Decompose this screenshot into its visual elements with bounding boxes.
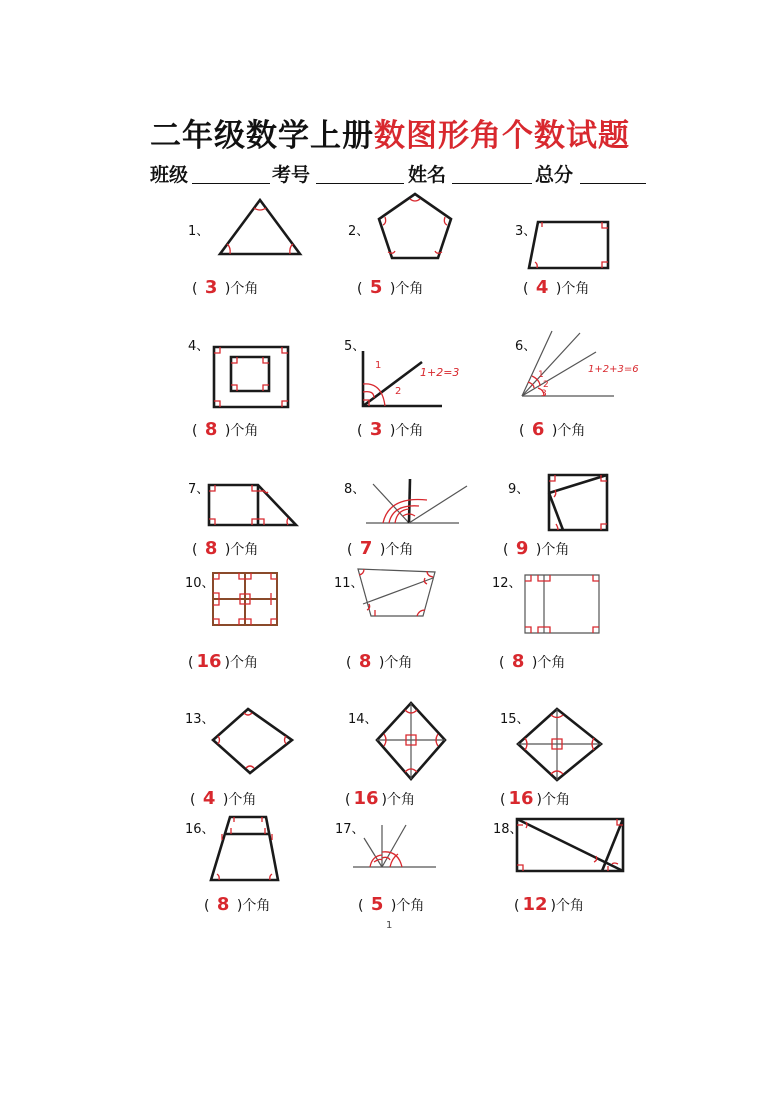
answer-8: ( 7 )个角	[347, 538, 414, 559]
answer-3: ( 4 )个角	[523, 277, 590, 298]
handwritten-note-6: 1+2+3=6	[588, 364, 639, 375]
answer-value-5: 3	[369, 419, 383, 440]
problem-number-2: 2、	[348, 224, 370, 239]
class-blank[interactable]	[192, 183, 270, 184]
answer-value-9: 9	[515, 538, 529, 559]
problem-number-8: 8、	[344, 482, 366, 497]
worksheet-title	[0, 110, 780, 155]
unit-label: 个角	[228, 792, 257, 808]
unit-label: 个角	[242, 898, 271, 914]
figure-square-with-diagonals	[546, 472, 610, 534]
answer-value-1: 3	[204, 277, 218, 298]
figure-trapezoid-with-segment	[208, 814, 282, 884]
figure-rect-with-triangle	[206, 482, 300, 528]
title-main: 二年级数学上册	[150, 118, 374, 154]
answer-5: ( 3 )个角	[357, 419, 424, 440]
answer-15: ( 16 )个角	[500, 788, 570, 809]
answer-value-2: 5	[369, 277, 383, 298]
problem-number-1: 1、	[188, 224, 210, 239]
name-label: 姓名	[408, 164, 447, 186]
answer-value-3: 4	[535, 277, 549, 298]
unit-label: 个角	[537, 655, 566, 671]
angle-label-2: 2	[543, 380, 549, 390]
class-label: 班级	[150, 164, 189, 186]
unit-label: 个角	[542, 792, 570, 808]
figure-rhombus-with-cross	[515, 706, 605, 784]
problem-number-16: 16、	[185, 822, 215, 837]
unit-label: 个角	[384, 655, 413, 671]
problem-number-18: 18、	[493, 822, 523, 837]
unit-label: 个角	[387, 792, 415, 808]
answer-value-15: 16	[508, 788, 534, 809]
angle-label-1: 1	[375, 360, 382, 371]
answer-4: ( 8 )个角	[192, 419, 259, 440]
unit-label: 个角	[541, 542, 570, 558]
answer-2: ( 5 )个角	[357, 277, 424, 298]
answer-value-14: 16	[353, 788, 379, 809]
unit-label: 个角	[230, 542, 259, 558]
title-highlight: 数图形角个数试题	[374, 118, 630, 154]
figure-quadrilateral-with-line	[355, 566, 437, 620]
exam-number-blank[interactable]	[316, 183, 404, 184]
unit-label: 个角	[385, 542, 414, 558]
score-label: 总分	[535, 164, 574, 186]
figure-trapezoid	[526, 218, 612, 272]
unit-label: 个角	[230, 423, 259, 439]
problem-number-13: 13、	[185, 712, 215, 727]
answer-value-4: 8	[204, 419, 218, 440]
problem-number-14: 14、	[348, 712, 378, 727]
problem-number-15: 15、	[500, 712, 530, 727]
problem-number-10: 10、	[185, 576, 215, 591]
angle-label-1: 1	[538, 370, 544, 380]
answer-17: ( 5 )个角	[358, 894, 425, 915]
answer-16: ( 8 )个角	[204, 894, 271, 915]
answer-value-18: 12	[522, 894, 548, 915]
unit-label: 个角	[557, 423, 586, 439]
angle-label-2: 2	[395, 386, 402, 397]
problem-number-12: 12、	[492, 576, 522, 591]
answer-value-8: 7	[359, 538, 373, 559]
answer-1: ( 3 )个角	[192, 277, 259, 298]
answer-7: ( 8 )个角	[192, 538, 259, 559]
angle-label-3: 3	[541, 389, 547, 399]
answer-6: ( 6 )个角	[519, 419, 586, 440]
figure-pentagon	[375, 190, 455, 262]
answer-value-13: 4	[202, 788, 216, 809]
unit-label: 个角	[230, 281, 259, 297]
answer-12: ( 8 )个角	[499, 651, 566, 672]
answer-value-6: 6	[531, 419, 545, 440]
figure-rhombus-with-diagonals	[374, 700, 448, 782]
answer-11: ( 8 )个角	[346, 651, 413, 672]
problem-number-5: 5、	[344, 339, 366, 354]
figure-angle-with-ray	[360, 348, 450, 410]
problem-number-9: 9、	[508, 482, 530, 497]
answer-value-12: 8	[511, 651, 525, 672]
figure-split-rectangle	[522, 572, 602, 634]
student-info-line	[150, 160, 650, 190]
score-blank[interactable]	[580, 183, 646, 184]
unit-label: 个角	[230, 655, 258, 671]
name-blank[interactable]	[452, 183, 532, 184]
answer-9: ( 9 )个角	[503, 538, 570, 559]
unit-label: 个角	[556, 898, 584, 914]
answer-14: ( 16 )个角	[345, 788, 415, 809]
problem-number-4: 4、	[188, 339, 210, 354]
handwritten-note-5: 1+2=3	[420, 366, 460, 379]
figure-rectangle-with-diagonals	[514, 816, 626, 874]
figure-triangle	[215, 196, 305, 260]
answer-value-17: 5	[370, 894, 384, 915]
unit-label: 个角	[395, 281, 424, 297]
answer-value-10: 16	[196, 651, 222, 672]
figure-rhombus	[210, 706, 296, 776]
unit-label: 个角	[396, 898, 425, 914]
problem-number-11: 11、	[334, 576, 364, 591]
problem-number-3: 3、	[515, 224, 537, 239]
figure-multi-ray-angles	[363, 476, 465, 526]
problem-number-6: 6、	[515, 339, 537, 354]
figure-nested-squares	[211, 344, 291, 410]
unit-label: 个角	[561, 281, 590, 297]
answer-10: ( 16 )个角	[188, 651, 258, 672]
figure-four-squares-grid	[210, 570, 280, 628]
page-number: 1	[386, 920, 393, 931]
exam-number-label: 考号	[272, 164, 311, 186]
problem-number-7: 7、	[188, 482, 210, 497]
answer-value-16: 8	[216, 894, 230, 915]
unit-label: 个角	[395, 423, 424, 439]
answer-18: ( 12 )个角	[514, 894, 584, 915]
answer-value-11: 8	[358, 651, 372, 672]
answer-value-7: 8	[204, 538, 218, 559]
figure-angle-rays	[350, 820, 440, 870]
problem-number-17: 17、	[335, 822, 365, 837]
answer-13: ( 4 )个角	[190, 788, 257, 809]
